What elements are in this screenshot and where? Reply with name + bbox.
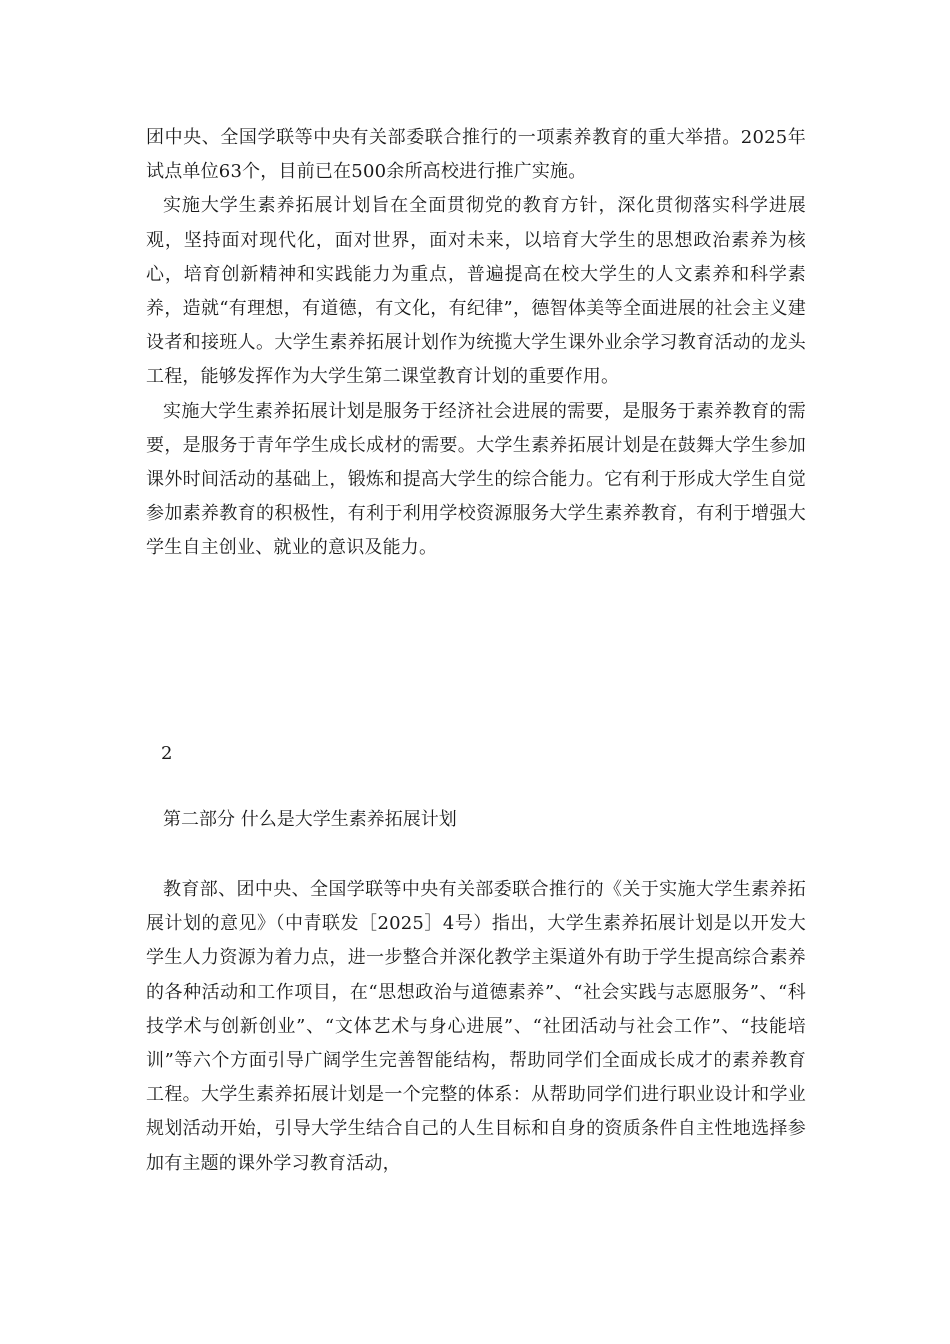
page-number: 2 — [161, 743, 173, 764]
paragraph-significance: 实施大学生素养拓展计划是服务于经济社会进展的需要，是服务于素养教育的需要，是服务于青年学生成长成材的需要。大学生素养拓展计划是在鼓舞大学生参加课外时间活动的基础上，锻炼和提高大学生的综合能力。它有利于形成大学生自觉参加素养教育的积极性，有利于利用学校资源服务大学生素养教育，有利于增强大学生自主创业、就业的意识及能力。 — [146, 400, 806, 559]
top-text-block — [146, 121, 806, 566]
paragraph-purpose: 实施大学生素养拓展计划旨在全面贯彻党的教育方针，深化贯彻落实科学进展观，坚持面对现代化，面对世界，面对未来，以培育大学生的思想政治素养为核心，培育创新精神和实践能力为重点，普遍提高在校大学生的人文素养和科学素养，造就“有理想，有道德，有文化，有纪律”，德智体美等全面进展的社会主义建设者和接班人。大学生素养拓展计划作为统揽大学生课外业余学习教育活动的龙头工程，能够发挥作为大学生第二课堂教育计划的重要作用。 — [146, 195, 806, 388]
paragraph-definition: 教育部、团中央、全国学联等中央有关部委联合推行的《关于实施大学生素养拓展计划的意见》（中青联发［2025］4号）指出，大学生素养拓展计划是以开发大学生人力资源为着力点，进一步整合并深化教学主渠道外有助于学生提高综合素养的各种活动和工作项目，在“思想政治与道德素养”、“社会实践与志愿服务”、“科技学术与创新创业”、“文体艺术与身心进展”、“社团活动与社会工作”、“技能培训”等六个方面引导广阔学生完善智能结构，帮助同学们全面成长成才的素养教育工程。大学生素养拓展计划是一个完整的体系：从帮助同学们进行职业设计和学业规划活动开始，引导大学生结合自己的人生目标和自身的资质条件自主性地选择参加有主题的课外学习教育活动， — [146, 879, 806, 1174]
bottom-text-block — [146, 873, 806, 1181]
paragraph-continued: 团中央、全国学联等中央有关部委联合推行的一项素养教育的重大举措。2025年试点单位63个，目前已在500余所高校进行推广实施。 — [146, 127, 806, 183]
section-heading: 第二部分 什么是大学生素养拓展计划 — [163, 809, 457, 830]
